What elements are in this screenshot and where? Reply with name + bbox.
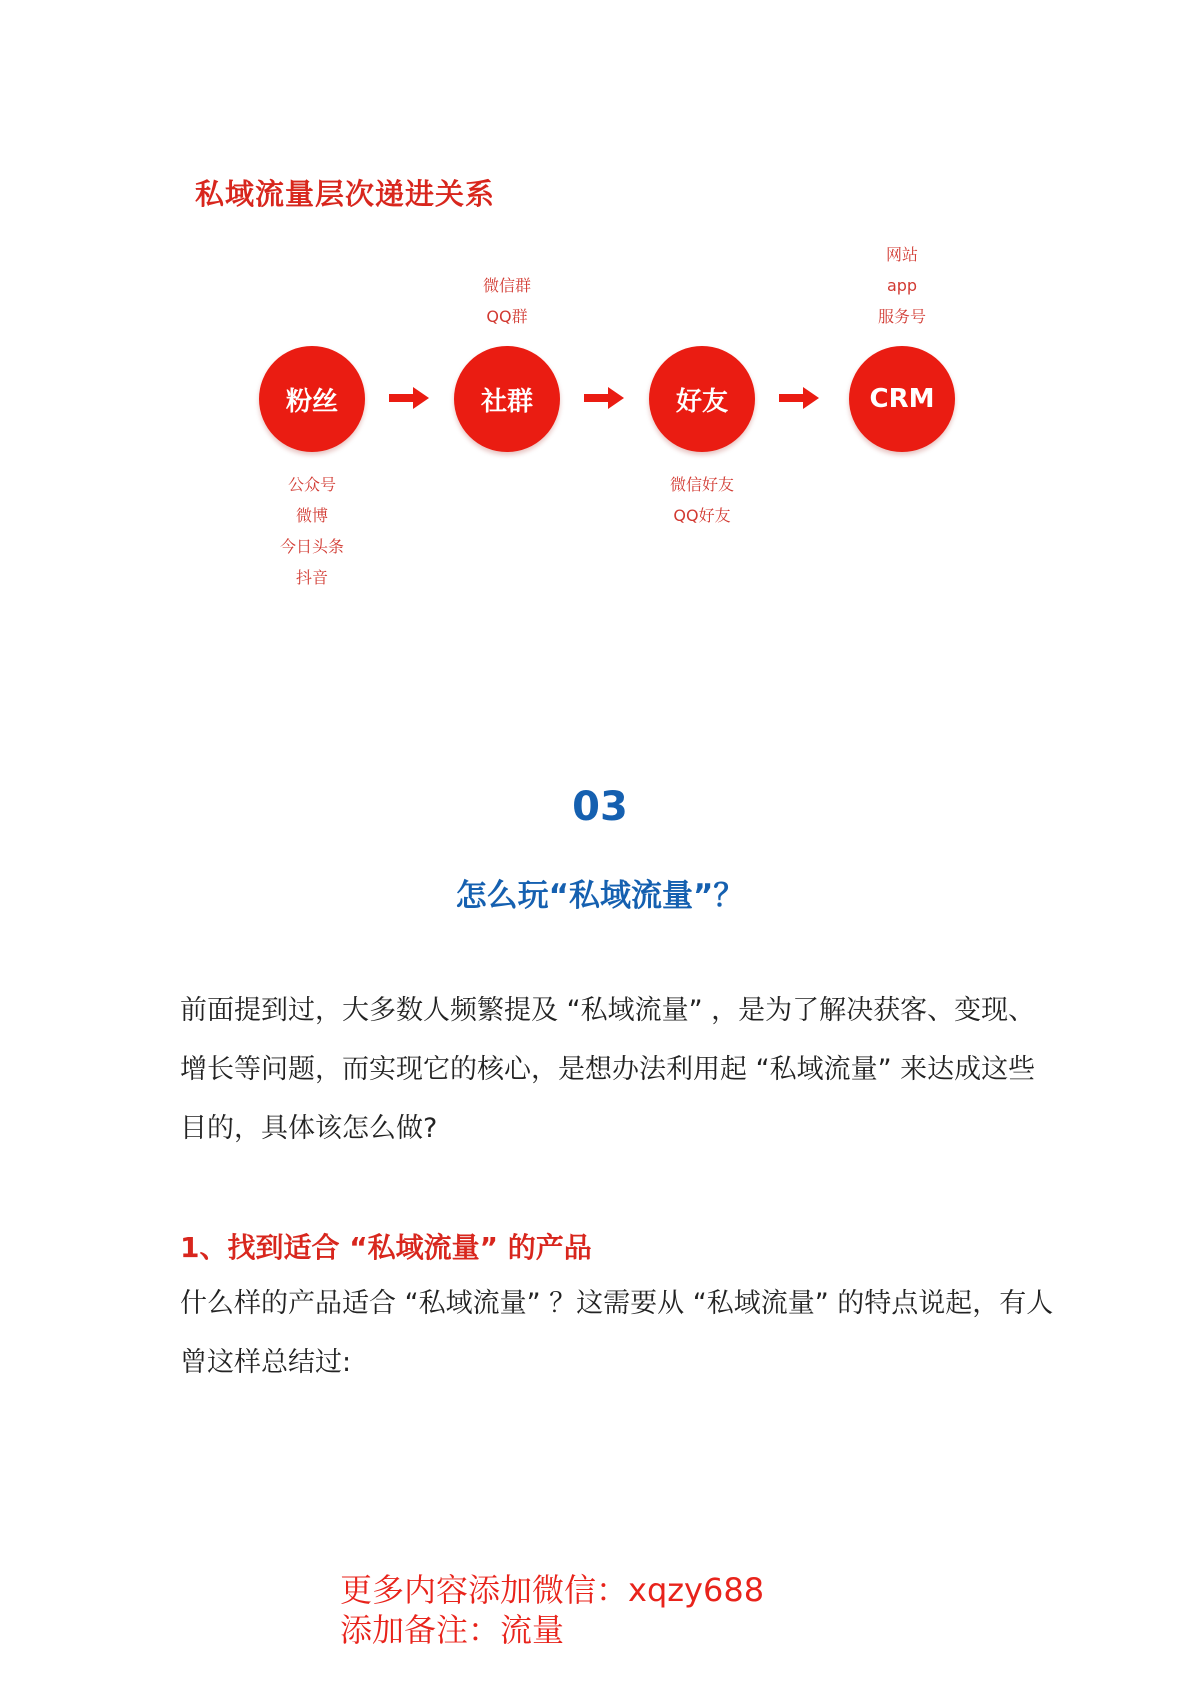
source-label: 网站 <box>885 245 918 264</box>
diagram-title: 私域流量层次递进关系 <box>195 177 496 211</box>
source-label: 微博 <box>295 506 328 525</box>
node-crm: CRM <box>849 346 955 452</box>
source-label: 微信好友 <box>669 475 734 494</box>
source-label: 今日头条 <box>279 537 344 556</box>
node-haoyou-sources <box>632 469 772 531</box>
watermark-line-note: 添加备注：流量 <box>340 1611 565 1649</box>
source-label: 微信群 <box>482 276 531 295</box>
source-label: QQ群 <box>486 307 528 326</box>
subheading: 1、找到适合 “私域流量” 的产品 <box>180 1231 592 1264</box>
section-number: 03 <box>572 784 628 830</box>
node-shequn: 社群 <box>454 346 560 452</box>
node-shequn-sources <box>437 270 577 332</box>
source-label: app <box>886 276 918 295</box>
node-crm-sources <box>832 239 972 332</box>
body-paragraph: 什么样的产品适合 “私域流量” ？这需要从 “私域流量” 的特点说起，有人曾这样总结过: <box>180 1288 1054 1378</box>
arrow-right-icon <box>779 386 819 410</box>
node-fensi-sources <box>242 469 382 593</box>
source-label: 服务号 <box>877 307 926 326</box>
watermark-line-wechat: 更多内容添加微信：xqzy688 <box>340 1571 765 1609</box>
arrow-right-icon <box>389 386 429 410</box>
node-haoyou: 好友 <box>649 346 755 452</box>
source-label: QQ好友 <box>673 506 731 525</box>
arrow-right-icon <box>584 386 624 410</box>
contact-watermark <box>340 1570 764 1650</box>
source-label: 抖音 <box>295 568 328 587</box>
source-label: 公众号 <box>287 475 336 494</box>
node-fensi: 粉丝 <box>259 346 365 452</box>
body-paragraph: 前面提到过，大多数人频繁提及 “私域流量” ，是为了解决获客、变现、增长等问题，而实现它的核心，是想办法利用起 “私域流量” 来达成这些目的，具体该怎么做? <box>180 995 1036 1144</box>
section-title: 怎么玩“私域流量”？ <box>455 878 745 914</box>
